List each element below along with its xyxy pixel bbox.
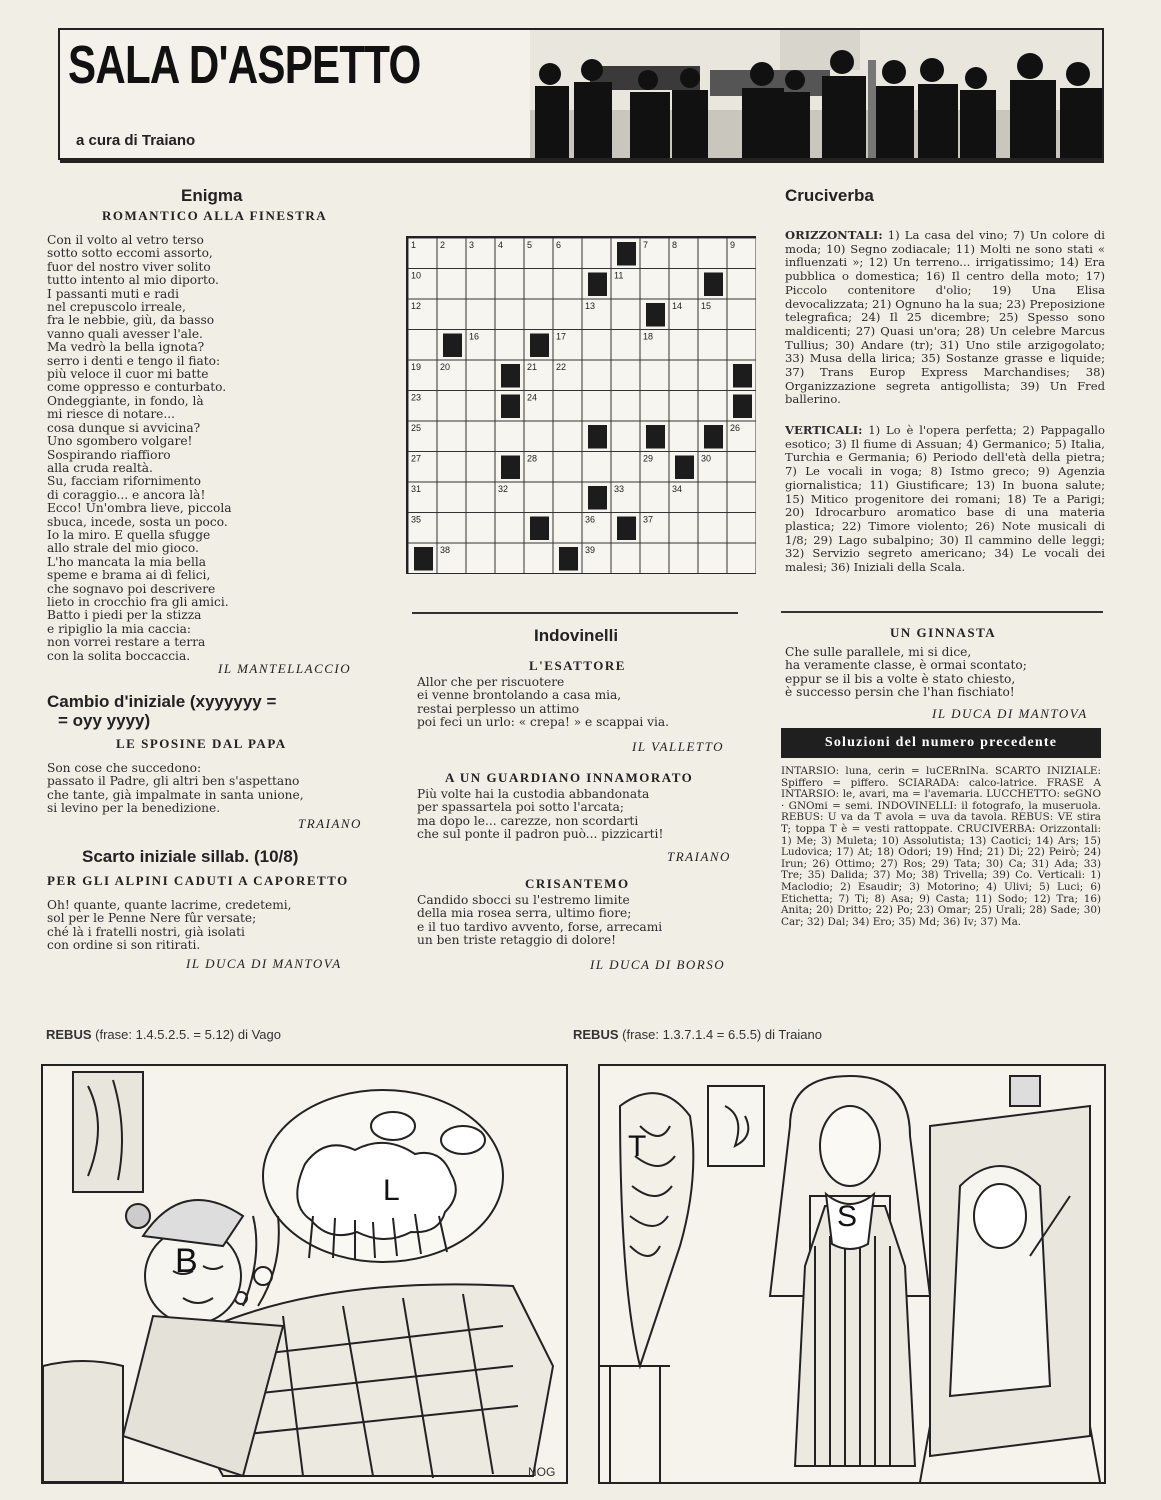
crossword-cell [524,299,553,330]
crossword-cell [466,543,495,574]
poem-line: non vorrei restare a terra [47,635,206,650]
crossword-cell [640,269,669,300]
crossword-black-square [646,303,665,327]
poem-line: Più volte hai la custodia abbandonata [417,787,650,801]
crossword-cell [669,543,698,574]
poem-line: che sognavo poi descrivere [47,581,216,596]
crossword-black-square [559,547,578,571]
crossword-cell-number: 17 [556,331,567,342]
crossword-down-clues [785,424,1105,575]
poem-line: Su, facciam rifornimento [47,474,201,489]
crossword-cell [524,482,553,513]
crossword-cell [582,360,611,391]
crossword-cell [669,330,698,361]
crossword-cell [582,452,611,483]
crossword-cell [495,269,524,300]
rebus-letter: S [837,1200,858,1233]
crossword-cell [466,360,495,391]
crossword-cell-number: 4 [498,240,504,250]
poem-line: L'ho mancata la mia bella [47,554,207,569]
poem-line: allo strale del mio gioco. [47,541,199,556]
crossword-cell [698,330,727,361]
crossword-cell-number: 31 [411,484,422,494]
waiting-room-photo [530,30,1102,158]
crossword-cell [669,269,698,300]
poem-line: sol per le Penne Nere fûr versate; [47,911,257,926]
crossword-cell [698,513,727,544]
enigma-heading: Enigma [181,186,243,205]
poem-line: si levino per la benedizione. [47,801,221,816]
crossword-cell [495,421,524,452]
crossword-cell-number: 25 [411,423,422,433]
crossword-cell [437,421,466,452]
rebus-right-heading [573,1027,822,1042]
rebus-left-illustration [43,1066,566,1482]
crossword-cell [640,482,669,513]
crossword-cell [466,269,495,300]
indovinelli-heading: Indovinelli [534,626,619,645]
poem-line: Sospirando riaffioro [47,447,171,462]
crossword-cell-number: 35 [411,514,422,525]
rebus-left-heading [46,1027,281,1042]
crossword-cell [727,513,756,544]
solutions-badge: Soluzioni del numero precedente [781,728,1101,758]
masthead-title: SALA D'ASPETTO [68,35,421,95]
enigma-poem [47,234,232,663]
poem-line: cosa dunque si avvicina? [47,420,201,435]
crossword-black-square [646,425,665,449]
crossword-black-square [530,334,549,358]
poem-line: alla cruda realtà. [47,460,153,475]
crossword-cell-number: 11 [614,270,624,281]
poem-line: ma dopo le... carezze, non scordarti [417,813,639,828]
crossword-cell [727,482,756,513]
crossword-cell [553,452,582,483]
crossword-cell [408,330,437,361]
poem-line: un ben triste retaggio di dolore! [417,933,616,948]
down-text: 1) Lo è l'opera perfetta; 2) Pappagallo esotico; 3) Il fiume di Assuan; 4) Germanico; 5) Italia, Turchia e Germania; 6) Periodo dell'età della pietra; 7) Le vocali in voga; 8) Istmo greco; 9) Agenzia giornalistica; 11) Giustificare; 13) In buona salute; 15) Mitico progenitore dei romani; 18) Te a Parigi; 20) Idrocarburo aromatico base di una materia plastica; 22) Timore violento; 26) Note musicali di 1/8; 29) Lago subalpino; 30) Il cammino delle leggi; 32) Servizio segreto americano; 34) Le vocali dei malesi; 36) Iniziali della Scala. [785,423,1106,575]
poem-line: e il tuo tardivo avvento, forse, arrecami [417,919,663,934]
poem-line: Ondeggiante, in fondo, là [47,393,204,408]
poem-line: e ripiglio la mia caccia: [47,621,191,636]
crossword-cell [640,543,669,574]
crossword-black-square [501,456,520,480]
poem-line: Oh! quante, quante lacrime, credetemi, [47,898,292,912]
poem-line: più veloce il cuor mi batte [47,367,209,382]
crossword-cell [582,391,611,422]
poem-line: lieto in crocchio fra gli amici. [47,594,229,609]
poem-line: Son cose che succedono: [47,761,202,775]
ginnasta-author: IL DUCA DI MANTOVA [932,706,1088,721]
poem-line: Allor che per riscuotere [417,675,565,689]
crossword-heading: Cruciverba [785,186,874,205]
svg-text:NOG: NOG [528,1465,556,1479]
crossword-cell-number: 21 [527,362,538,372]
crossword-cell-number: 20 [440,362,451,372]
crossword-cell-number: 10 [411,270,422,281]
crossword-cell [553,421,582,452]
divider [781,611,1103,613]
rebus-letter: B [175,1242,198,1280]
crossword-cell [698,391,727,422]
crossword-across-clues [785,229,1105,407]
rebus-right-illustration [600,1066,1104,1482]
solutions-text: INTARSIO: luna, cerin = luCERnINa. SCARTO INIZIALE: Spiffero = piffero. SCIARADA: calco-latrice. FRASE A INTARSIO: le, avari, ma = l'avemaria. LUCCHETTO: seGNO · GNOmi = semi. INDOVINELLI: il fotografo, la museruola. REBUS: U va da T avola = uva da tavola. REBUS: VE stira T; toppa T è = vesti rattoppate. CRUCIVERBA: Orizzontali: 1) Me; 3) Muleta; 10) Assolutista; 13) Caotici; 14) Ars; 15) Ludovica; 17) At; 18) Odori; 19) Hnd; 21) Di; 22) Peirò; 24) Irun; 26) Ottimo; 27) Ros; 29) Tata; 30) Ca; 31) Ada; 33) Tre; 35) Dalida; 37) Mo; 38) Trivella; 39) Co. Verticali: 1) Maclodio; 2) Esaudir; 3) Motorino; 4) Ulivi; 5) Luci; 6) Etichetta; 7) Ti; 8) Asa; 9) Casta; 11) Sodo; 12) Tra; 16) Anita; 20) Dritto; 22) Po; 23) Omar; 25) Urali; 28) Sade; 30) Car; 32) Dal; 34) Ero; 35) Md; 36) Iv; 37) Ma. [781,765,1101,928]
crossword-cell [611,452,640,483]
crossword-cell-number: 12 [411,301,422,311]
crossword-cell-number: 5 [527,240,533,250]
crossword-cell [698,543,727,574]
crossword-black-square [588,425,607,449]
crossword-cell-number: 6 [556,240,562,250]
poem-line: ei venne brontolando a casa mia, [417,688,622,703]
crossword-cell [437,482,466,513]
crossword-black-square [704,273,723,297]
crossword-cell [611,421,640,452]
crossword-cell [437,452,466,483]
crossword-black-square [501,395,520,419]
ginnasta-title: UN GINNASTA [890,625,997,640]
indovinello-title: L'ESATTORE [529,658,626,673]
ginnasta-poem [785,646,1027,700]
poem-line: è successo persin che l'han fischiato! [785,685,1015,700]
crossword-cell [611,360,640,391]
across-text: 1) La casa del vino; 7) Un colore di moda; 10) Segno zodiacale; 11) Molti ne sono stati « influenzati »; 12) Un terreno... irrigatissimo; 14) Era pubblica o domestica; 16) Il centro della moto; 17) Piccolo contenitore d'olio; 19) Una Elisa devocalizzata; 21) Ognuno ha la sua; 23) Preposizione telegrafica; 24) Il 25 dicembre; 25) Spesso sono maldicenti; 27) Quasi un'ora; 28) Un celebre Marcus Tullius; 30) Andare (tr); 31) Uno stile arzigogolato; 33) Musa della lirica; 35) Sostanze grasse e liquide; 37) Trans Europ Express Marchandises; 38) Organizzazione segreta antigollista; 39) Un Fred ballerino. [785,228,1106,407]
poem-line: Batto i piedi per la stizza [47,608,202,623]
poem-line: Con il volto al vetro terso [47,233,204,247]
crossword-cell-number: 23 [411,392,422,403]
cambio-heading-line2: = oyy yyyy) [58,711,151,730]
crossword-cell [495,513,524,544]
crossword-cell-number: 2 [440,240,446,250]
crossword-cell [524,543,553,574]
crossword-cell [611,391,640,422]
crossword-cell [553,391,582,422]
crossword-cell [553,269,582,300]
crossword-black-square [617,517,636,541]
scarto-poem [47,899,292,953]
scarto-heading: Scarto iniziale sillab. (10/8) [82,847,299,866]
crossword-cell [466,391,495,422]
crossword-cell-number: 7 [643,240,649,250]
crossword-svg [406,236,756,574]
rebus-left-panel [41,1064,568,1484]
poem-line: tutto intento al mio diporto. [47,273,219,288]
poem-line: di coraggio... e ancora là! [47,487,206,502]
indovinello-author: TRAIANO [667,849,731,864]
crossword-cell [466,299,495,330]
masthead-byline: a cura di Traiano [76,132,196,149]
crossword-cell [582,238,611,269]
rebus-letter: L [383,1174,400,1207]
indovinello-poem [417,676,669,730]
crossword-cell [727,330,756,361]
crossword-black-square [588,273,607,297]
indovinello-author: IL DUCA DI BORSO [590,957,726,972]
crossword-cell [524,269,553,300]
crossword-cell-number: 16 [469,331,480,342]
crossword-cell-number: 34 [672,484,683,494]
poem-line: ché là i fratelli nostri, già isolati [47,924,245,939]
poem-line: sotto sotto eccomi assorto, [47,246,213,261]
rebus-spec: (frase: 1.3.7.1.4 = 6.5.5) di Traiano [622,1027,822,1042]
crossword-cell [524,421,553,452]
crossword-cell-number: 26 [730,423,741,433]
crossword-cell [669,421,698,452]
crossword-cell [611,330,640,361]
crossword-black-square [733,395,752,419]
poem-line: nel crepuscolo irreale, [47,300,186,315]
poem-line: passato il Padre, gli altri ben s'aspettano [47,774,300,789]
poem-line: Ecco! Un'ombra lieve, piccola [47,501,232,516]
crossword-cell [669,391,698,422]
crossword-cell [727,269,756,300]
poem-line: Ma vedrò la bella ignota? [47,340,205,355]
crossword-cell-number: 18 [643,331,654,342]
indovinello-poem [417,788,663,842]
across-label: ORIZZONTALI: [785,228,883,242]
poem-line: per spassartela poi sotto l'arcata; [417,800,624,815]
crossword-cell [437,391,466,422]
crossword-cell [727,543,756,574]
crossword-black-square [588,486,607,510]
poem-line: come oppresso e conturbato. [47,380,227,395]
crossword-cell [727,299,756,330]
poem-line: che tante, già impalmate in santa unione, [47,787,304,802]
crossword-cell-number: 28 [527,453,538,464]
indovinello-poem [417,894,662,948]
poem-line: speme e brama ai dì felici, [47,568,211,583]
crossword-cell [669,360,698,391]
indovinello-title: A UN GUARDIANO INNAMORATO [445,770,694,785]
poem-line: eppur se il bis a volte è stato chiesto, [785,671,1016,686]
crossword-cell [466,421,495,452]
crossword-cell [553,482,582,513]
poem-line: Io la miro. E quella sfugge [47,527,211,542]
crossword-cell-number: 36 [585,514,596,525]
crossword-cell [466,482,495,513]
poem-line: Che sulle parallele, mi si dice, [785,645,972,659]
indovinello-title: CRISANTEMO [525,876,630,891]
crossword-cell [669,513,698,544]
crossword-cell-number: 33 [614,484,625,494]
crossword-cell [640,391,669,422]
poem-line: serro i denti e tengo il fiato: [47,353,221,368]
crossword-cell [495,543,524,574]
crossword-cell-number: 14 [672,301,683,311]
crossword-cell-number: 3 [469,240,475,250]
divider [412,612,738,614]
poem-line: con la solita boccaccia. [47,648,191,663]
rebus-label: REBUS [573,1027,619,1042]
crossword-cell [727,452,756,483]
crossword-cell [582,330,611,361]
rebus-spec: (frase: 1.4.5.2.5. = 5.12) di Vago [95,1027,281,1042]
crossword-cell [611,299,640,330]
poem-line: che sul ponte il padron può... pizzicarti! [417,827,664,842]
crossword-cell [698,482,727,513]
cambio-heading-line1: Cambio d'iniziale (xyyyyyy = [47,692,277,711]
crossword-black-square [704,425,723,449]
masthead-rule [60,160,1104,163]
crossword-cell [553,299,582,330]
poem-line: vanno quali avesser l'ale. [47,326,203,341]
crossword-cell-number: 30 [701,453,712,464]
crossword-cell [698,238,727,269]
poem-line: restai perplesso un attimo [417,701,580,716]
crossword-grid [406,236,756,578]
crossword-cell-number: 19 [411,362,422,372]
crossword-cell [437,269,466,300]
poem-line: della mia rosea serra, ultimo fiore; [417,906,632,921]
poem-line: ha veramente classe, è ormai scontato; [785,658,1027,673]
crossword-cell-number: 32 [498,484,509,494]
crossword-cell [640,360,669,391]
poem-line: fuor del nostro viver solito [47,259,211,274]
crossword-black-square [675,456,694,480]
rebus-right-panel [598,1064,1106,1484]
cambio-poem [47,762,304,816]
crossword-black-square [617,242,636,266]
crossword-cell [495,330,524,361]
crossword-black-square [414,547,433,571]
crossword-black-square [530,517,549,541]
crossword-cell-number: 38 [440,545,451,555]
cambio-author: TRAIANO [298,816,362,831]
poem-line: fra le nebbie, giù, da basso [47,313,215,328]
poem-line: con ordine si son ritirati. [47,938,201,953]
crossword-cell-number: 9 [730,240,736,250]
crossword-cell-number: 27 [411,453,422,464]
crossword-cell [466,513,495,544]
crossword-cell-number: 22 [556,362,567,372]
crossword-cell-number: 39 [585,545,596,555]
rebus-letter: T [628,1130,647,1163]
crossword-cell-number: 37 [643,514,654,525]
poem-line: I passanti muti e radi [47,286,180,301]
indovinello-author: IL VALLETTO [632,739,725,754]
crossword-cell-number: 8 [672,240,678,250]
crossword-cell [466,452,495,483]
crossword-cell-number: 1 [411,240,417,250]
poem-line: sbuca, incede, sosta un poco. [47,514,228,529]
crossword-cell [553,513,582,544]
crossword-cell [698,360,727,391]
scarto-title: PER GLI ALPINI CADUTI A CAPORETTO [47,873,349,888]
poem-line: poi feci un urlo: « crepa! » e scappai via. [417,715,670,730]
enigma-title: ROMANTICO ALLA FINESTRA [102,208,328,223]
crossword-black-square [733,364,752,388]
crossword-cell-number: 29 [643,453,654,464]
crossword-cell-number: 24 [527,392,538,403]
crossword-black-square [501,364,520,388]
poem-line: mi riesce di notare... [47,407,176,422]
crossword-cell [437,513,466,544]
crossword-cell-number: 15 [701,301,712,311]
down-label: VERTICALI: [785,423,863,437]
crossword-black-square [443,334,462,358]
rebus-label: REBUS [46,1027,92,1042]
poem-line: Candido sbocci su l'estremo limite [417,893,630,907]
scarto-author: IL DUCA DI MANTOVA [186,956,342,971]
cambio-title: LE SPOSINE DAL PAPA [116,736,287,751]
crossword-cell-number: 13 [585,301,596,311]
crossword-cell [495,299,524,330]
poem-line: Uno sgombero volgare! [47,434,193,449]
crossword-cell [611,543,640,574]
crossword-cell [437,299,466,330]
enigma-author: IL MANTELLACCIO [218,661,352,676]
